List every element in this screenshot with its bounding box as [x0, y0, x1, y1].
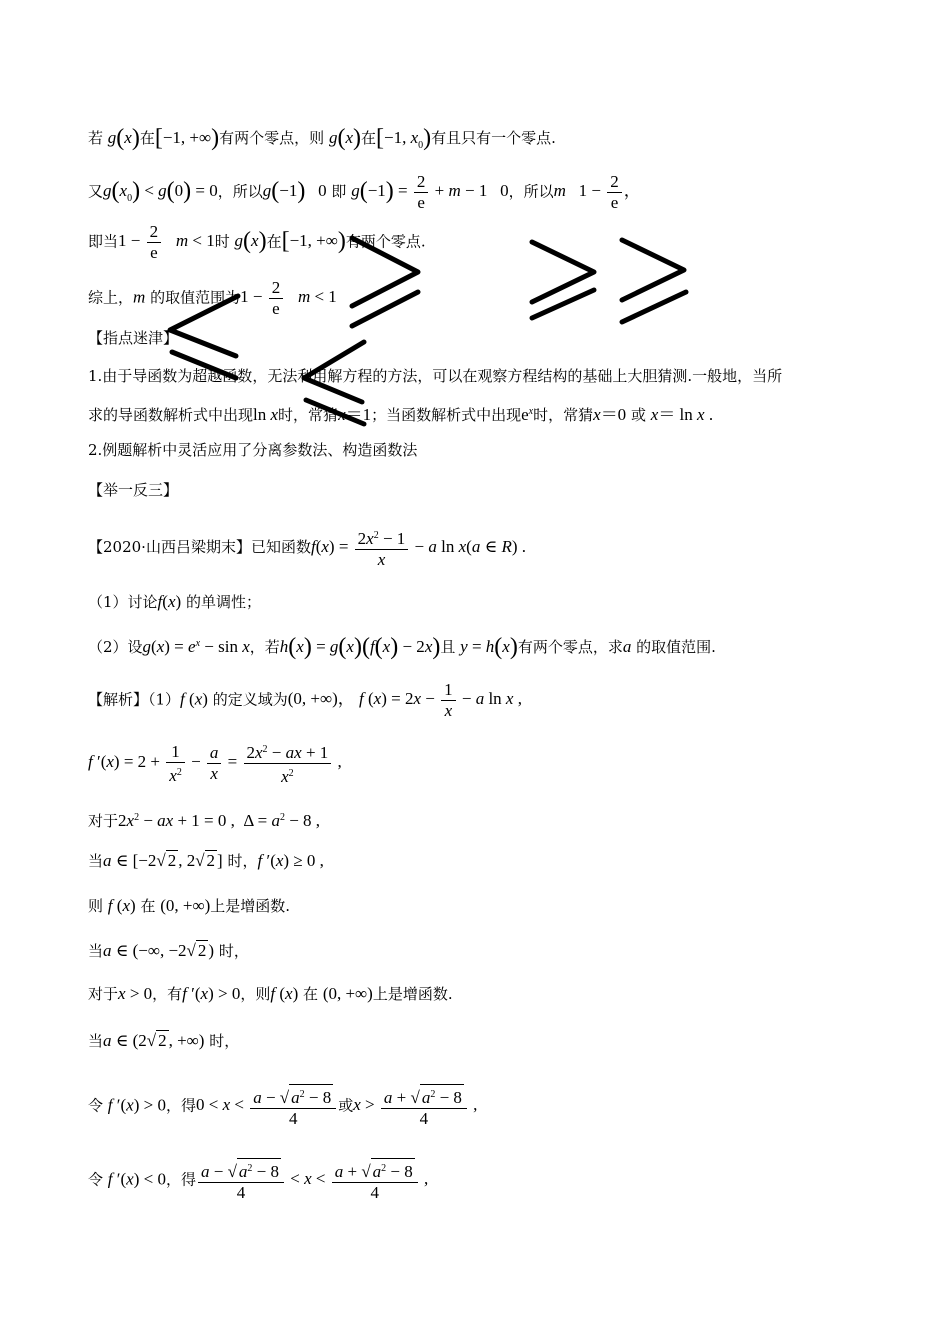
solution-line-1: 【解析】（1）f (x) 的定义域为(0, +∞)， f (x) = 2x − $\frac{1}{x}$ − a ln x , — [88, 680, 522, 720]
heading-tips: 【指点迷津】 — [88, 329, 179, 347]
solution-case-1-result: 则 f (x) 在 (0, +∞)上是增函数. — [88, 896, 291, 915]
practice-question: 【2020·山西吕梁期末】已知函数f(x) = $\frac{2x^2 - 1}{x}$ − a ln x(a ∈ R) . — [88, 526, 526, 570]
tips-paragraph-2: 2.例题解析中灵活应用了分离参数法、构造函数法 — [88, 441, 418, 459]
heading-practice: 【举一反三】 — [88, 481, 179, 499]
tips-paragraph-1-cont: 求的导函数解析式中出现ln x时，常猜x＝1；当函数解析式中出现$e^x$时，常猜x＝0 或 x＝ ln x . — [88, 405, 714, 424]
solution-case-3: 当a ∈ (2√ 2 , +∞) 时， — [88, 1031, 240, 1050]
solution-case-1: 当a ∈ [−2√ 2 , 2√ 2 ] 时，f ′(x) ≥ 0 , — [88, 851, 324, 870]
solution-case-3-decreasing: 令 f ′(x) < 0，得 $\frac{a - √ a^2 - 8}{4}$ < x < $\frac{a + √ a^2 - 8}{4}$ , — [88, 1158, 428, 1203]
line-2: 又$g(x_0) < g(0) = 0$，所以g(−1) 0 即 g(−1) = $\frac{2}{e}$ + m − 1 0，所以m 1 − $\frac{2}{e}$ ， — [88, 172, 641, 212]
scribble-geq-2-bar — [532, 290, 594, 318]
question-part-2: （2）设$g(x) = e^x - \sin x$，若h(x) = g(x)(f(x) − 2x)且 y = h(x)有两个零点，求a 的取值范围. — [88, 634, 716, 660]
line-4: 综上，m 的取值范围为1 − $\frac{2}{e}$ m < 1 — [88, 278, 337, 318]
solution-case-2: 当a ∈ (−∞, −2√ 2 ) 时， — [88, 941, 249, 960]
solution-case-2-result: 对于x > 0，有f ′(x) > 0，则f (x) 在 (0, +∞)上是增函数. — [88, 984, 453, 1003]
tips-paragraph-1: 1.由于导函数为超越函数，无法利用解方程的方法，可以在观察方程结构的基础上大胆猜测.一般地，当所 — [88, 367, 783, 385]
solution-case-3-increasing: 令 f ′(x) > 0，得0 < x < $\frac{a - √ a^2 - 8}{4}$ 或x > $\frac{a + √ a^2 - 8}{4}$ , — [88, 1084, 477, 1129]
line-3: 即当1 − $\frac{2}{e}$ m < 1时 g(x)在[−1, +∞)有两个零点. — [88, 222, 426, 262]
line-1: 若 g(x)在[−1, +∞)有两个零点，则 g(x)在[−1, $x_0$)有且只有一个零点. — [88, 125, 556, 151]
scribble-geq-1-bar — [352, 292, 418, 326]
question-part-1: （1）讨论f(x) 的单调性； — [88, 592, 261, 611]
scribble-geq-3 — [622, 240, 684, 300]
solution-derivative: f ′(x) = 2 + $\frac{1}{x^2}$ − $\frac{a}{x}$ = $\frac{2x^2 - ax + 1}{x^2}$ , — [88, 741, 342, 786]
solution-discriminant: 对于$2x^2$ − ax + 1 = 0 , $\Delta = a^2 - 8$ , — [88, 811, 321, 830]
